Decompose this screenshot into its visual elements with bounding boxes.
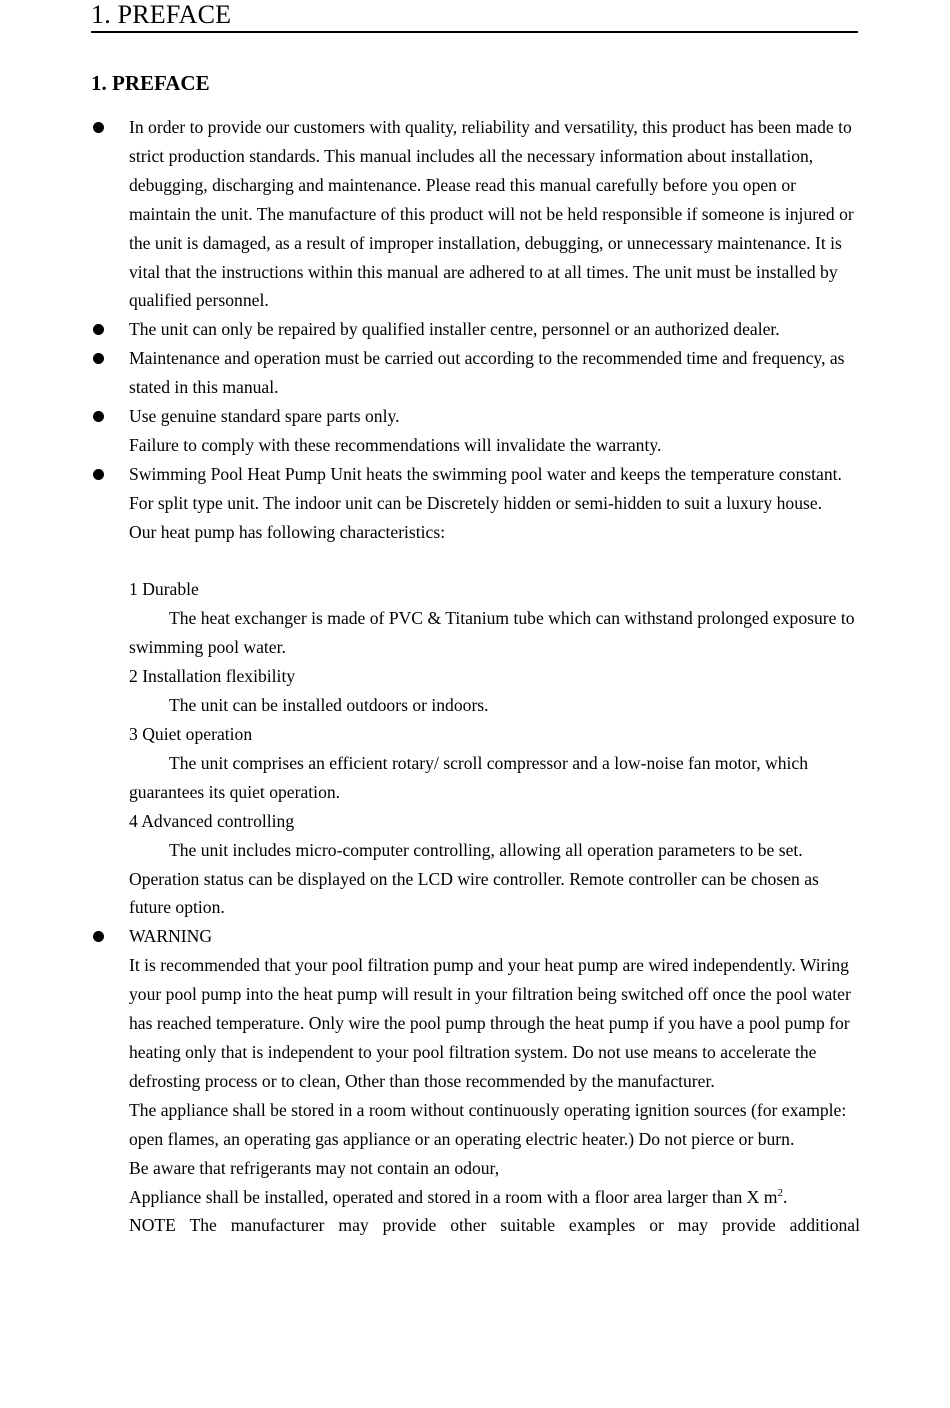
bullet-item-warning <box>91 922 860 1240</box>
feature-description: The heat exchanger is made of PVC & Titanium tube which can withstand prolonged exposure to swimming pool water. <box>129 608 855 658</box>
page-header-title: 1. PREFACE <box>91 0 232 29</box>
characteristics-intro: Our heat pump has following characteristics: <box>129 521 446 542</box>
bullet-item <box>91 460 860 922</box>
feature-title: 3 Quiet operation <box>129 724 253 745</box>
section-title: 1. PREFACE <box>91 71 210 95</box>
warning-paragraph: It is recommended that your pool filtration pump and your heat pump are wired independently. Wiring your pool pump into the heat pump will result in your filtration being switched off once the pool water has reached temperature. Only wire the pool pump through the heat pump if you have a pool pump for heating only that is independent to your pool filtration system. Do not use means to accelerate the defrosting process or to clean, Other than those recommended by the manufacturer. <box>129 955 851 1091</box>
bullet-text: Swimming Pool Heat Pump Unit heats the swimming pool water and keeps the temperature constant. For split type unit. The indoor unit can be Discretely hidden or semi-hidden to suit a luxury house. <box>129 463 842 513</box>
warning-paragraph: Be aware that refrigerants may not contain an odour, <box>129 1157 500 1178</box>
bullet-item <box>91 402 860 460</box>
bullet-icon <box>93 931 104 942</box>
page-header <box>91 0 858 33</box>
bullet-text: Maintenance and operation must be carried out according to the recommended time and frequency, as stated in this manual. <box>129 348 845 398</box>
warning-paragraph <box>129 1183 860 1212</box>
feature-title: 2 Installation flexibility <box>129 666 296 687</box>
bullet-icon <box>93 122 104 133</box>
floor-area-end: . <box>782 1186 788 1207</box>
floor-area-text: Appliance shall be installed, operated and stored in a room with a floor area larger than X m <box>129 1186 778 1207</box>
feature-description: The unit comprises an efficient rotary/ scroll compressor and a low-noise fan motor, which guarantees its quiet operation. <box>129 752 809 802</box>
bullet-text: Use genuine standard spare parts only. <box>129 406 400 427</box>
bullet-icon <box>93 324 104 335</box>
warning-paragraph: The appliance shall be stored in a room without continuously operating ignition sources (for example: open flames, an operating gas appliance or an operating electric heater.) Do not pierce or burn. <box>129 1099 847 1149</box>
bullet-text: In order to provide our customers with quality, reliability and versatility, this product has been made to strict production standards. This manual includes all the necessary information about installation, debugging, discharging and maintenance. Please read this manual carefully before you open or maintain the unit. The manufacture of this product will not be held responsible if someone is injured or the unit is damaged, as a result of improper installation, debugging, or unnecessary maintenance. It is vital that the instructions within this manual are adhered to at all times. The unit must be installed by qualified personnel. <box>129 117 854 311</box>
warning-title: WARNING <box>129 926 213 947</box>
bullet-text: The unit can only be repaired by qualified installer centre, personnel or an authorized dealer. <box>129 319 780 340</box>
feature-description: The unit can be installed outdoors or indoors. <box>169 695 489 716</box>
bullet-icon <box>93 469 104 480</box>
bullet-item <box>91 344 860 402</box>
bullet-item <box>91 113 860 315</box>
bullet-item <box>91 315 860 344</box>
feature-title: 1 Durable <box>129 579 199 600</box>
document-body <box>91 113 860 1240</box>
warning-paragraph: NOTE The manufacturer may provide other suitable examples or may provide additional <box>129 1215 860 1236</box>
feature-description: The unit includes micro-computer controlling, allowing all operation parameters to be set. Operation status can be displayed on the LCD wire controller. Remote controller can be chosen as future option. <box>129 839 819 918</box>
bullet-icon <box>93 353 104 364</box>
feature-title: 4 Advanced controlling <box>129 810 295 831</box>
warranty-note: Failure to comply with these recommendations will invalidate the warranty. <box>129 434 662 455</box>
bullet-icon <box>93 411 104 422</box>
superscript: 2 <box>777 1186 783 1199</box>
